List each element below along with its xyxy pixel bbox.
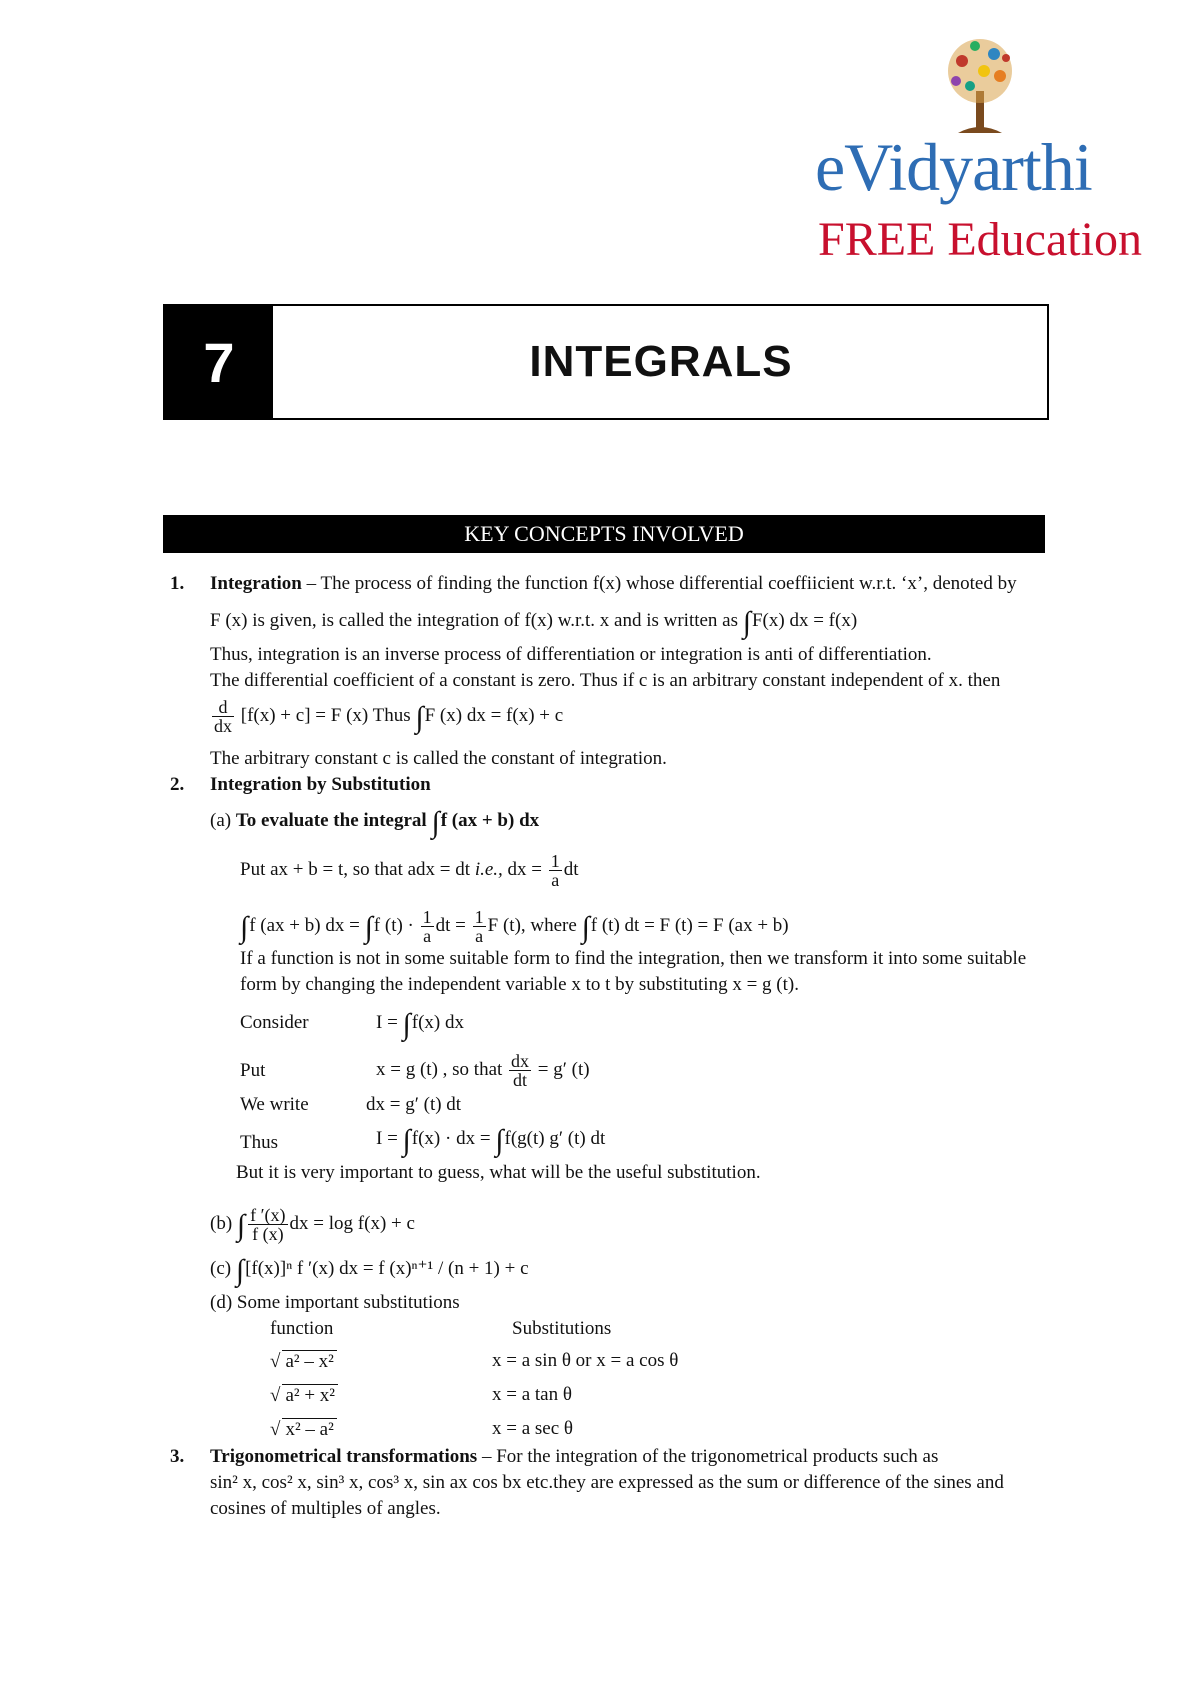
- sub-label: (d): [210, 1292, 233, 1313]
- text: F (t), where: [487, 914, 582, 936]
- paragraph: Thus, integration is an inverse process of differentiation or integration is anti of differentiation.: [210, 644, 932, 665]
- equation: [376, 1124, 606, 1157]
- text: dx = log f(x) + c: [289, 1212, 415, 1234]
- radical: x² – a²: [282, 1418, 336, 1441]
- text: f(x) dx: [411, 1012, 464, 1033]
- sub-label: (c): [210, 1258, 232, 1279]
- sub-heading: To evaluate the integral: [235, 810, 432, 831]
- sub-label: (b): [210, 1212, 233, 1234]
- sub-item: [210, 1254, 529, 1287]
- brand-name: eVidyarthi: [815, 129, 1092, 205]
- integral-icon: ∫: [364, 910, 373, 944]
- text: [f(x)]ⁿ f ′(x) dx = f (x)ⁿ⁺¹ / (n + 1) + c: [245, 1258, 529, 1279]
- fraction: $\frac{dx}{dt}$: [511, 1051, 530, 1090]
- text: – The process of finding the function f(x) whose differential coeffiicient w.r.t. ‘x’, denoted by: [301, 573, 1017, 594]
- sub-item: [210, 1292, 460, 1314]
- table-cell: x = a sin θ or x = a cos θ: [492, 1350, 679, 1371]
- section-banner: KEY CONCEPTS INVOLVED: [163, 515, 1045, 553]
- text: dx =: [502, 858, 547, 880]
- chapter-title: INTEGRALS: [529, 337, 793, 386]
- label: Put: [240, 1060, 266, 1081]
- sub-label: (a): [210, 810, 232, 831]
- integral-icon: ∫: [402, 1008, 411, 1041]
- fraction: $\frac{d}{dx}$: [214, 697, 232, 736]
- text: f (t) dt = F (t) = F (ax + b): [590, 914, 789, 936]
- integral-icon: ∫: [415, 700, 424, 734]
- item-number: 3.: [170, 1446, 185, 1467]
- text: [f(x) + c] = F (x) Thus: [240, 704, 416, 726]
- integral-icon: ∫: [581, 910, 590, 944]
- text: – For the integration of the trigonometrical products such as: [477, 1446, 939, 1467]
- text: f (ax + b) dx: [440, 810, 540, 831]
- table-row: √ a² + x²: [270, 1384, 338, 1407]
- text: F (x) is given, is called the integration of f(x) w.r.t. x and is written as: [210, 610, 743, 631]
- integral-icon: ∫: [240, 910, 249, 944]
- fraction: $\frac{f '(x)}{f (x)}$: [250, 1205, 286, 1244]
- text: I =: [376, 1128, 403, 1149]
- paragraph: [210, 573, 1017, 595]
- text: dt =: [435, 914, 471, 936]
- fraction: $\frac{1}{a}$: [422, 907, 432, 946]
- paragraph: The differential coefficient of a constant is zero. Thus if c is an arbitrary constant independent of x. then: [210, 670, 1001, 691]
- text: f (ax + b) dx =: [249, 914, 365, 936]
- paragraph: [210, 1446, 938, 1468]
- text: i.e.,: [474, 858, 503, 880]
- radical: a² + x²: [282, 1384, 338, 1407]
- integral-icon: ∫: [742, 606, 751, 639]
- text: = g′ (t): [533, 1058, 590, 1080]
- table-cell: x = a tan θ: [492, 1384, 572, 1405]
- paragraph: If a function is not in some suitable form to find the integration, then we transform it into some suitable: [240, 948, 1027, 969]
- integral-icon: ∫: [235, 1254, 245, 1287]
- label: We write: [240, 1094, 309, 1115]
- integral-icon: ∫: [431, 806, 440, 839]
- item-number: 1.: [170, 573, 185, 594]
- sub-item: [210, 806, 540, 839]
- equation: [240, 908, 789, 945]
- text: x = g (t) , so that: [376, 1058, 508, 1080]
- equation: [376, 1052, 590, 1089]
- equation: [210, 698, 563, 735]
- item-heading: Integration: [210, 573, 302, 594]
- integral-icon: ∫: [236, 1208, 246, 1242]
- fraction: $\frac{1}{a}$: [550, 851, 560, 890]
- item-number: 2.: [170, 774, 185, 795]
- table-cell: x = a sec θ: [492, 1418, 574, 1439]
- table-row: √ a² – x²: [270, 1350, 337, 1373]
- sub-heading: Some important substitutions: [236, 1292, 460, 1313]
- brand-tagline: FREE Education: [818, 213, 1142, 266]
- chapter-header: [163, 304, 1049, 420]
- text: F(x) dx = f(x): [751, 610, 858, 631]
- column-header: function: [270, 1318, 334, 1339]
- column-header: Substitutions: [512, 1318, 612, 1339]
- equation: dx = g′ (t) dt: [366, 1094, 462, 1115]
- sub-item: [210, 1206, 415, 1243]
- paragraph: But it is very important to guess, what will be the useful substitution.: [236, 1162, 761, 1183]
- text: f (t) ·: [373, 914, 419, 936]
- text: I =: [376, 1012, 403, 1033]
- item-heading: Trigonometrical transformations: [210, 1446, 478, 1467]
- paragraph: The arbitrary constant c is called the constant of integration.: [210, 748, 667, 769]
- integral-icon: ∫: [495, 1124, 504, 1157]
- text: dt: [563, 858, 579, 880]
- paragraph: [210, 606, 858, 639]
- table-row: √ x² – a²: [270, 1418, 337, 1441]
- paragraph: cosines of multiples of angles.: [210, 1498, 441, 1519]
- tree-icon: [948, 39, 1012, 133]
- item-heading: Integration by Substitution: [210, 774, 431, 795]
- label: Consider: [240, 1012, 309, 1033]
- text: f(x) · dx =: [411, 1128, 496, 1149]
- paragraph: sin² x, cos² x, sin³ x, cos³ x, sin ax cos bx etc.they are expressed as the sum or difference of the sines and: [210, 1472, 1004, 1493]
- text: F (x) dx = f(x) + c: [424, 704, 564, 726]
- equation: [376, 1008, 464, 1041]
- integral-icon: ∫: [402, 1124, 411, 1157]
- equation: [240, 852, 579, 889]
- fraction: $\frac{1}{a}$: [474, 907, 484, 946]
- chapter-number: 7: [165, 306, 273, 418]
- text: f(g(t) g′ (t) dt: [504, 1128, 606, 1149]
- label: Thus: [240, 1132, 278, 1153]
- text: Put ax + b = t, so that adx = dt: [240, 858, 475, 880]
- paragraph: form by changing the independent variable x to t by substituting x = g (t).: [240, 974, 799, 995]
- radical: a² – x²: [282, 1350, 336, 1373]
